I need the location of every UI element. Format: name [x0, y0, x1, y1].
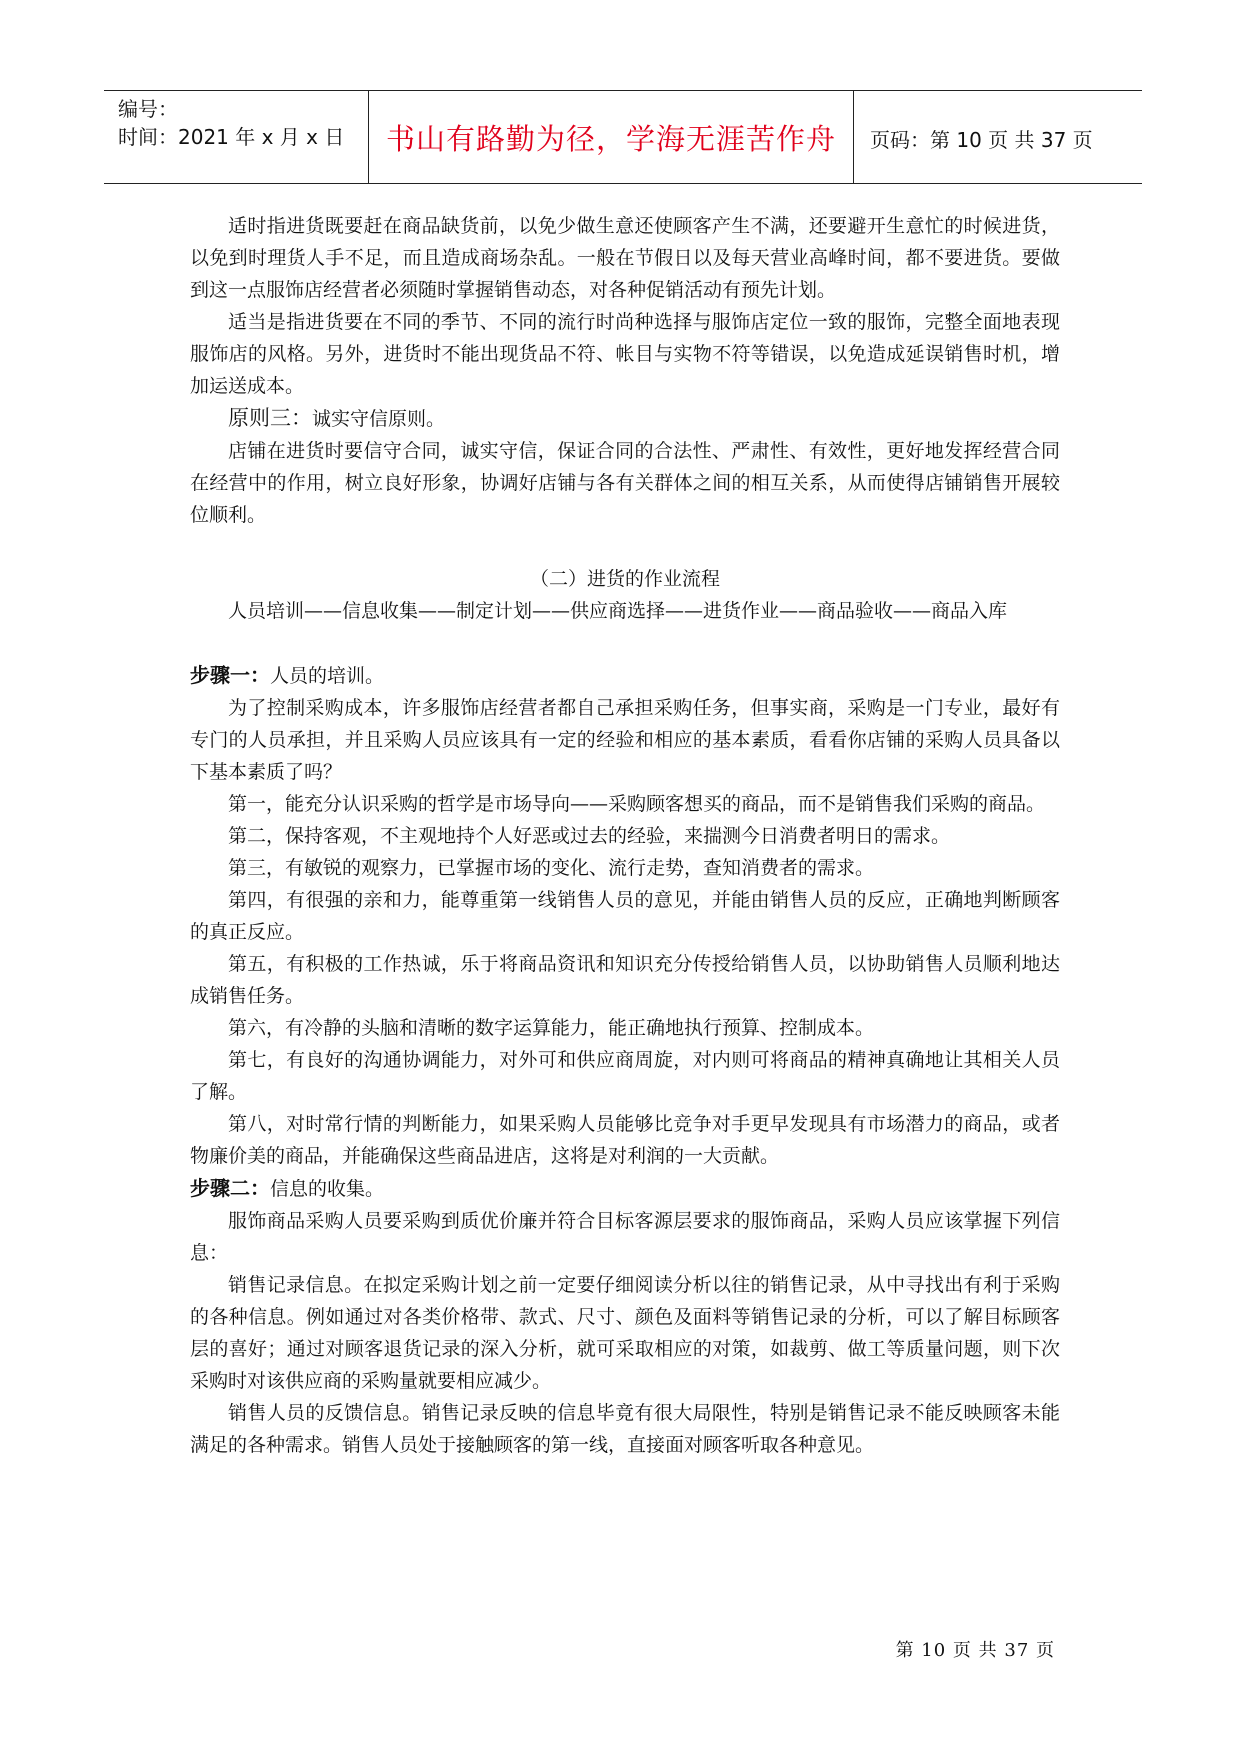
number-label: 编号： [118, 97, 178, 121]
section-2-title: （二）进货的作业流程 [529, 568, 720, 590]
quality-item-1: 第一，能充分认识采购的哲学是市场导向——采购顾客想买的商品，而不是销售我们采购的商品。 [228, 793, 1046, 815]
paragraph-training: 为了控制采购成本，许多服饰店经营者都自己承担采购任务，但事实商，采购是一门专业，最好有专门的人员承担，并且采购人员应该具有一定的经验和相应的基本素质，看看你店铺的采购人员具备以下基本素质了吗？ [190, 697, 1060, 783]
process-flow: 人员培训——信息收集——制定计划——供应商选择——进货作业——商品验收——商品入库 [228, 600, 1008, 622]
paragraph-honesty: 店铺在进货时要信守合同，诚实守信，保证合同的合法性、严肃性、有效性，更好地发挥经营合同在经营中的作用，树立良好形象，协调好店铺与各有关群体之间的相互关系，从而使得店铺销售开展较位顺利。 [190, 440, 1060, 526]
paragraph-timely: 适时指进货既要赶在商品缺货前，以免少做生意还使顾客产生不满，还要避开生意忙的时候进货，以免到时理货人手不足，而且造成商场杂乱。一般在节假日以及每天营业高峰时间，都不要进货。要做到这一点服饰店经营者必须随时掌握销售动态，对各种促销活动有预先计划。 [190, 215, 1060, 301]
quality-item-5: 第五，有积极的工作热诚，乐于将商品资讯和知识充分传授给销售人员，以协助销售人员顺利地达成销售任务。 [190, 953, 1060, 1007]
step-1-title: 步骤一： [190, 663, 270, 687]
principle-3-heading [190, 402, 1060, 435]
header-right-cell [854, 91, 1142, 183]
principle-3-title: 原则三： [228, 406, 312, 430]
header-middle-cell [369, 91, 854, 183]
step-2-title: 步骤二： [190, 1176, 270, 1200]
header-left-cell [104, 91, 369, 183]
spacer [190, 627, 1060, 659]
page-code: 页码：第 10 页 共 37 页 [870, 128, 1093, 152]
quality-item-2: 第二，保持客观，不主观地持个人好恶或过去的经验，来揣测今日消费者明日的需求。 [228, 825, 951, 847]
quality-item-4: 第四，有很强的亲和力，能尊重第一线销售人员的意见，并能由销售人员的反应，正确地判断顾客的真正反应。 [190, 889, 1060, 943]
page-header [104, 90, 1142, 184]
paragraph-info-intro: 服饰商品采购人员要采购到质优价廉并符合目标客源层要求的服饰商品，采购人员应该掌握下列信息： [190, 1210, 1060, 1264]
step-2-text: 信息的收集。 [270, 1178, 385, 1200]
page-footer: 第 10 页 共 37 页 [895, 1640, 1055, 1661]
quality-item-6: 第六，有冷静的头脑和清晰的数字运算能力，能正确地执行预算、控制成本。 [228, 1017, 875, 1039]
quality-item-3: 第三，有敏锐的观察力，已掌握市场的变化、流行走势，查知消费者的需求。 [228, 857, 875, 879]
step-1-text: 人员的培训。 [270, 665, 385, 687]
motto: 书山有路勤为径，学海无涯苦作舟 [385, 122, 836, 156]
principle-3-text: 诚实守信原则。 [312, 408, 446, 430]
document-body [190, 210, 1060, 1461]
quality-item-7: 第七，有良好的沟通协调能力，对外可和供应商周旋，对内则可将商品的精神真确地让其相关人员了解。 [190, 1049, 1060, 1103]
quality-item-8: 第八，对时常行情的判断能力，如果采购人员能够比竞争对手更早发现具有市场潜力的商品，或者物廉价美的商品，并能确保这些商品进店，这将是对利润的一大贡献。 [190, 1113, 1060, 1167]
step-1-heading [190, 659, 1060, 692]
paragraph-sales-records: 销售记录信息。在拟定采购计划之前一定要仔细阅读分析以往的销售记录，从中寻找出有利于采购的各种信息。例如通过对各类价格带、款式、尺寸、颜色及面料等销售记录的分析，可以了解目标顾客层的喜好；通过对顾客退货记录的深入分析，就可采取相应的对策，如裁剪、做工等质量问题，则下次采购时对该供应商的采购量就要相应减少。 [190, 1274, 1060, 1392]
paragraph-appropriate: 适当是指进货要在不同的季节、不同的流行时尚种选择与服饰店定位一致的服饰，完整全面地表现服饰店的风格。另外，进货时不能出现货品不符、帐目与实物不符等错误，以免造成延误销售时机，增加运送成本。 [190, 311, 1060, 397]
time-label: 时间：2021 年 x 月 x 日 [118, 125, 345, 149]
step-2-heading [190, 1172, 1060, 1205]
paragraph-sales-feedback: 销售人员的反馈信息。销售记录反映的信息毕竟有很大局限性，特别是销售记录不能反映顾客未能满足的各种需求。销售人员处于接触顾客的第一线，直接面对顾客听取各种意见。 [190, 1402, 1060, 1456]
